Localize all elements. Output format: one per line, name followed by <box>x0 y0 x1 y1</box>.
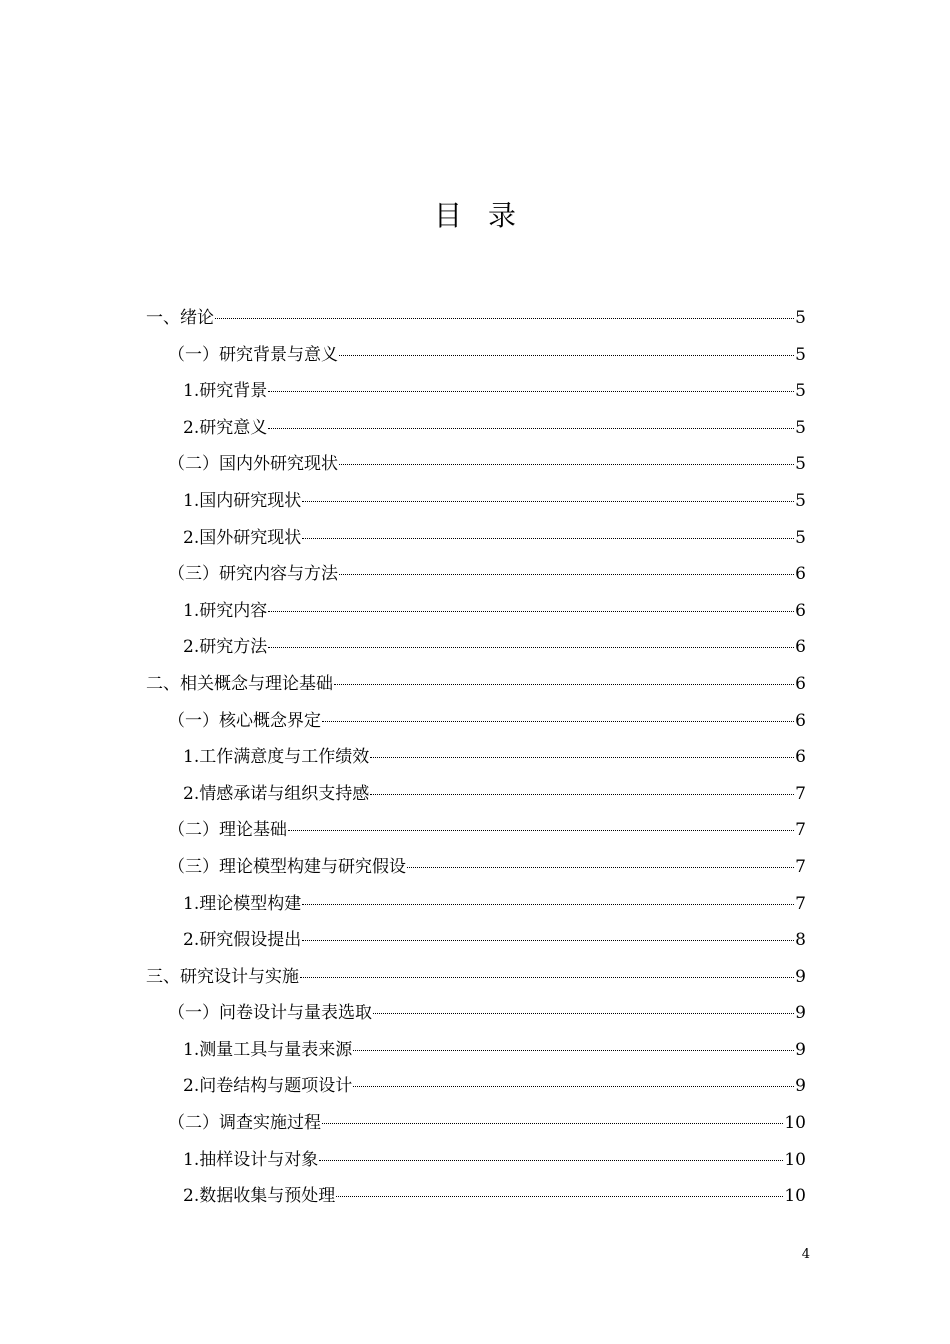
toc-entry-title: 1.工作满意度与工作绩效 <box>183 747 370 768</box>
toc-entry-page: 9 <box>795 1076 806 1097</box>
toc-entry-page: 6 <box>795 600 806 621</box>
toc-entry-title: 2.情感承诺与组织支持感 <box>183 783 370 804</box>
toc-entry-page: 10 <box>784 1113 806 1134</box>
toc-dot-leader <box>302 904 794 905</box>
toc-entry-title: 2.数据收集与预处理 <box>183 1186 336 1207</box>
toc-dot-leader <box>300 977 794 978</box>
toc-title: 目录 <box>433 199 542 232</box>
toc-dot-leader <box>339 574 794 575</box>
toc-entry-page: 10 <box>784 1149 806 1170</box>
toc-entry-page: 6 <box>795 637 806 658</box>
toc-dot-leader <box>319 1160 783 1161</box>
toc-entry-page: 7 <box>795 783 806 804</box>
toc-dot-leader <box>370 794 794 795</box>
toc-dot-leader <box>268 391 794 392</box>
toc-entry-title: （三）研究内容与方法 <box>168 564 338 585</box>
toc-entry[interactable] <box>146 997 806 1034</box>
toc-entry-page: 5 <box>795 344 806 365</box>
toc-dot-leader <box>370 757 794 758</box>
toc-entry[interactable] <box>146 1144 806 1181</box>
page-number: 4 <box>801 1247 810 1262</box>
toc-entry-page: 9 <box>795 966 806 987</box>
toc-entry-page: 5 <box>795 308 806 328</box>
toc-entry-page: 5 <box>795 490 806 511</box>
toc-entry[interactable] <box>146 339 806 376</box>
toc-entry-title: 1.测量工具与量表来源 <box>183 1039 353 1060</box>
toc-entry-page: 9 <box>795 1003 806 1024</box>
toc-dot-leader <box>268 428 794 429</box>
toc-entry-title: 1.理论模型构建 <box>183 893 302 914</box>
toc-dot-leader <box>334 684 794 685</box>
toc-entry-page: 7 <box>795 893 806 914</box>
table-of-contents <box>146 302 806 1217</box>
toc-entry-page: 6 <box>795 710 806 731</box>
toc-entry[interactable] <box>146 741 806 778</box>
toc-dot-leader <box>215 318 794 319</box>
toc-dot-leader <box>407 867 794 868</box>
toc-entry-page: 5 <box>795 527 806 548</box>
toc-entry-title: 1.研究内容 <box>183 600 268 621</box>
toc-entry-page: 8 <box>795 930 806 951</box>
toc-dot-leader <box>339 355 794 356</box>
toc-entry[interactable] <box>146 412 806 449</box>
toc-entry[interactable] <box>146 705 806 742</box>
toc-dot-leader <box>302 501 794 502</box>
toc-entry-title: 2.研究方法 <box>183 637 268 658</box>
toc-entry-title: （二）理论基础 <box>168 820 287 841</box>
toc-entry[interactable] <box>146 778 806 815</box>
toc-entry[interactable] <box>146 595 806 632</box>
toc-entry-page: 10 <box>784 1186 806 1207</box>
toc-entry-page: 6 <box>795 747 806 768</box>
toc-entry[interactable] <box>146 375 806 412</box>
toc-dot-leader <box>268 611 794 612</box>
toc-entry[interactable] <box>146 448 806 485</box>
toc-dot-leader <box>302 940 794 941</box>
toc-entry-page: 9 <box>795 1039 806 1060</box>
toc-dot-leader <box>373 1013 794 1014</box>
toc-entry-title: （一）研究背景与意义 <box>168 344 338 365</box>
toc-entry[interactable] <box>146 1034 806 1071</box>
toc-entry-title: 一、绪论 <box>146 308 214 328</box>
toc-entry[interactable] <box>146 522 806 559</box>
toc-dot-leader <box>322 721 794 722</box>
toc-entry-page: 5 <box>795 417 806 438</box>
toc-entry[interactable] <box>146 851 806 888</box>
toc-entry-page: 6 <box>795 673 806 694</box>
toc-entry-title: （一）核心概念界定 <box>168 710 321 731</box>
toc-entry-title: 2.研究意义 <box>183 417 268 438</box>
toc-entry[interactable] <box>146 1070 806 1107</box>
toc-entry-title: 三、研究设计与实施 <box>146 966 299 987</box>
toc-entry[interactable] <box>146 888 806 925</box>
toc-entry[interactable] <box>146 558 806 595</box>
toc-entry[interactable] <box>146 631 806 668</box>
toc-entry[interactable] <box>146 1107 806 1144</box>
toc-entry-title: （一）问卷设计与量表选取 <box>168 1003 372 1024</box>
toc-entry-page: 5 <box>795 454 806 475</box>
toc-entry[interactable] <box>146 814 806 851</box>
toc-entry[interactable] <box>146 924 806 961</box>
toc-entry-title: （二）调查实施过程 <box>168 1113 321 1134</box>
toc-entry-title: 1.国内研究现状 <box>183 490 302 511</box>
toc-entry-title: 1.抽样设计与对象 <box>183 1149 319 1170</box>
toc-dot-leader <box>302 538 794 539</box>
toc-entry-page: 7 <box>795 856 806 877</box>
toc-entry-title: （二）国内外研究现状 <box>168 454 338 475</box>
toc-entry[interactable] <box>146 961 806 998</box>
toc-dot-leader <box>339 464 794 465</box>
toc-entry-page: 6 <box>795 564 806 585</box>
toc-dot-leader <box>353 1086 794 1087</box>
toc-entry-title: 2.国外研究现状 <box>183 527 302 548</box>
toc-dot-leader <box>336 1196 783 1197</box>
toc-dot-leader <box>268 647 794 648</box>
toc-entry-page: 7 <box>795 820 806 841</box>
toc-dot-leader <box>322 1123 783 1124</box>
toc-entry-title: 二、相关概念与理论基础 <box>146 673 333 694</box>
toc-entry-title: 2.研究假设提出 <box>183 930 302 951</box>
toc-entry[interactable] <box>146 302 806 339</box>
toc-dot-leader <box>353 1050 794 1051</box>
toc-entry-title: 2.问卷结构与题项设计 <box>183 1076 353 1097</box>
toc-entry-title: 1.研究背景 <box>183 381 268 402</box>
toc-entry-title: （三）理论模型构建与研究假设 <box>168 856 406 877</box>
toc-entry[interactable] <box>146 485 806 522</box>
toc-entry-page: 5 <box>795 381 806 402</box>
toc-entry[interactable] <box>146 1180 806 1217</box>
toc-entry[interactable] <box>146 668 806 705</box>
toc-dot-leader <box>288 830 794 831</box>
